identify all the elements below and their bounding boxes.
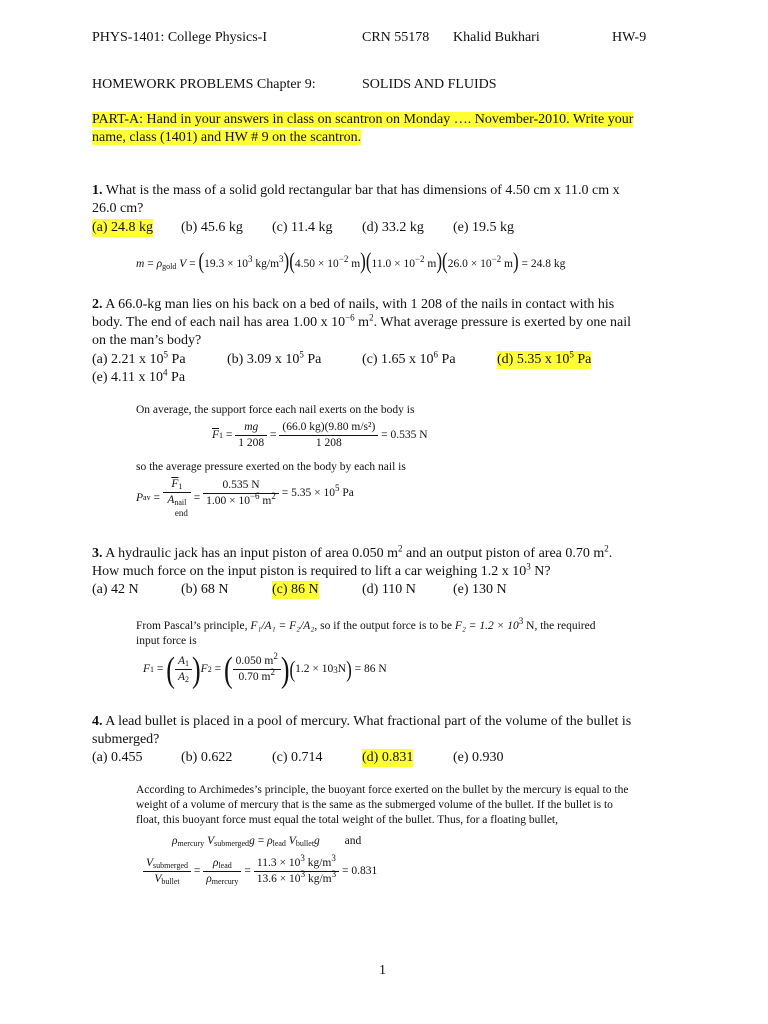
page-number: 1 <box>379 963 386 978</box>
q1-number: 1. <box>92 183 103 198</box>
q4-text-2: submerged? <box>92 732 160 747</box>
q1-choice-b: (b) 45.6 kg <box>181 220 243 235</box>
q3-solution-text: From Pascal’s principle, F₁/A₁ = F₂/A₂, so if the output force is to be $F_2 = 1.2 \times 10^3$ N, the required input force is <box>136 616 596 647</box>
q4-solution-balance: $\rho_{mercury}$ $V_{submerged}g = \rho_{lead}$ $V_{bullet}g$ and <box>172 835 362 848</box>
q2-text-1: A 66.0-kg man lies on his back on a bed of nails, with 1 208 of the nails in contact with his <box>102 297 615 312</box>
q1-choice-c: (c) 11.4 kg <box>272 220 333 235</box>
header-hw: HW-9 <box>612 30 647 45</box>
q2-choice-d: (d) 5.35 x $10^5$ Pa <box>497 349 592 367</box>
q3-choice-b: (b) 68 N <box>181 582 229 597</box>
q4-choice-d: (d) 0.831 <box>362 750 414 765</box>
q2-choice-e: (e) 4.11 x $10^4$ Pa <box>92 367 186 385</box>
q2-choices <box>92 351 652 387</box>
q3-solution-equation: F 1 = ( $\frac{A_1}{A_2}$ ) F 2 = ( $\frac{0.050 m^2}{0.70 m^2}$ ) ( 1.2 × 10 3 N ) = 86 N <box>143 649 387 690</box>
q1-text-1: What is the mass of a solid gold rectangular bar that has dimensions of 4.50 cm x 11.0 cm x <box>102 183 620 198</box>
q4-choices <box>92 749 512 767</box>
q3-choice-a: (a) 42 N <box>92 582 139 597</box>
question-1 <box>92 182 620 218</box>
q3-number: 3. <box>92 546 103 561</box>
q3-text-1: A hydraulic jack has an input piston of area 0.050 $m^2$ and an output piston of area 0.70 $m^2$. <box>102 543 613 561</box>
q2-solution-force-equation: $\overline{F}$ 1 = $\frac{mg}{1 208}$ = $\frac{\text{(66.0 kg)(9.80 m/s²)}}{1 208}$ = 0.535 N <box>212 421 428 449</box>
q4-choice-a: (a) 0.455 <box>92 750 143 765</box>
q4-text-1: A lead bullet is placed in a pool of mercury. What fractional part of the volume of the bullet is <box>102 714 632 729</box>
q4-choice-c: (c) 0.714 <box>272 750 323 765</box>
header-crn: CRN 55178 <box>362 30 430 45</box>
q3-choice-c: (c) 86 N <box>272 582 319 597</box>
q4-number: 4. <box>92 714 103 729</box>
q1-choice-e: (e) 19.5 kg <box>453 220 515 235</box>
header-course: PHYS-1401: College Physics-I <box>92 30 267 45</box>
q2-solution-mid: so the average pressure exerted on the body by each nail is <box>136 461 406 473</box>
q2-text-3: on the man’s body? <box>92 333 202 348</box>
q4-solution-ratio: $\frac{V_{submerged}}{V_{bullet}}$ = $\frac{\rho_{lead}}{\rho_{mercury}}$ = $\frac{11.3 \times 10^3 kg/m^3}{13.6 \times 10^3 kg/m^3}$ = 0.831 <box>143 856 377 887</box>
q2-choice-b: (b) 3.09 x $10^5$ Pa <box>227 349 322 367</box>
q2-choice-a: (a) 2.21 x $10^5$ Pa <box>92 349 186 367</box>
part-a-line-1: PART-A: Hand in your answers in class on scantron on Monday …. November-2010. Write your <box>92 112 634 127</box>
q4-choice-b: (b) 0.622 <box>181 750 233 765</box>
q3-choice-e: (e) 130 N <box>453 582 507 597</box>
q1-choice-a: (a) 24.8 kg <box>92 220 154 235</box>
q3-choice-d: (d) 110 N <box>362 582 416 597</box>
question-4 <box>92 713 631 749</box>
header-instructor: Khalid Bukhari <box>453 30 540 45</box>
q1-choice-d: (d) 33.2 kg <box>362 220 424 235</box>
title-left: HOMEWORK PROBLEMS Chapter 9: <box>92 77 316 92</box>
part-a-instructions <box>92 111 633 147</box>
q4-solution-text: According to Archimedes’s principle, the buoyant force exerted on the bullet by the mercury is equal to the weight of a volume of mercury that is the same as the submerged volume of the bullet. If the bullet is to float, this buoyant force must equal the total weight of the bullet. Thus, for a floating bullet, <box>136 784 629 826</box>
q3-text-2: How much force on the input piston is required to lift a car weighing 1.2 x $10^3$ N? <box>92 561 551 579</box>
q2-number: 2. <box>92 297 103 312</box>
q1-solution-equation: $m = \rho_{gold}$ $V = (19.3 \times 10^3$ $kg/m^3)(4.50 \times 10^{-2}$ $m)(11.0 \times 10^{-2}$ $m)(26.0 \times 10^{-2}$ m) = 24.8 kg <box>136 248 566 275</box>
question-2 <box>92 296 631 350</box>
q1-text-2: 26.0 cm? <box>92 201 144 216</box>
q2-choice-c: (c) 1.65 x $10^6$ Pa <box>362 349 456 367</box>
part-a-line-2: name, class (1401) and HW # 9 on the scantron. <box>92 130 362 145</box>
q4-choice-e: (e) 0.930 <box>453 750 504 765</box>
q2-solution-pressure-equation: P av = $\overline{F}_1$ $A_{nail}$ end = $\frac{0.535 N}{1.00 \times 10^{-6} m^2}$ = $5.35 \times 10^5$ Pa <box>136 478 354 518</box>
title-right: SOLIDS AND FLUIDS <box>362 77 497 92</box>
q2-text-2: body. The end of each nail has area 1.00 x $10^{-6}$ $m^2$. What average pressure is exerted by one nail <box>92 312 632 330</box>
q2-solution-intro: On average, the support force each nail exerts on the body is <box>136 404 415 416</box>
question-3 <box>92 545 612 581</box>
q3-choices <box>92 581 512 599</box>
